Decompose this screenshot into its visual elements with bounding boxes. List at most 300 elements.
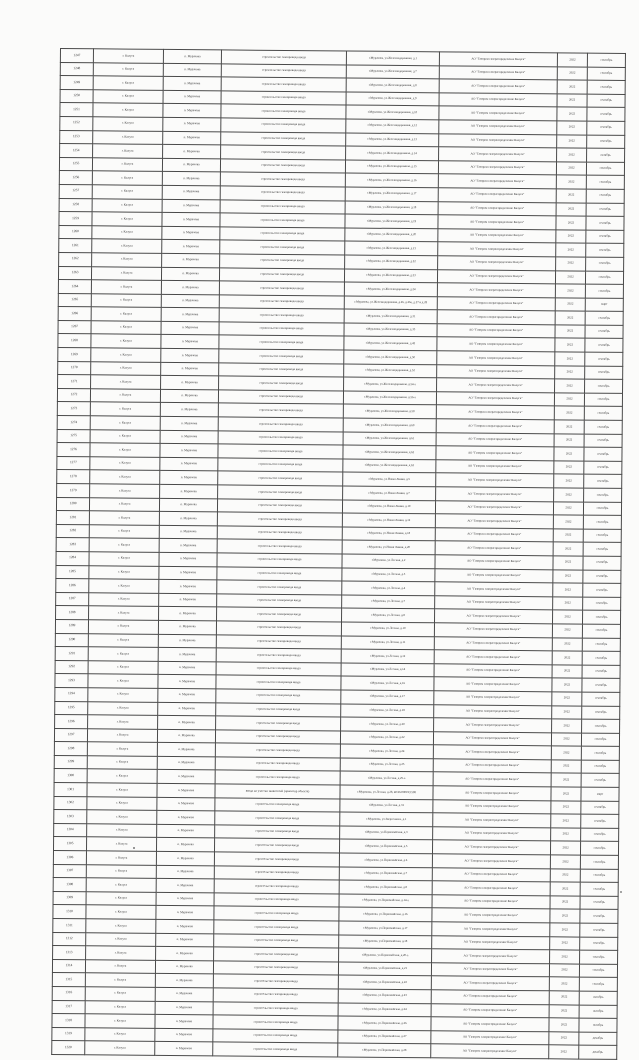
settlement-cell: п. Мурачова bbox=[161, 348, 219, 362]
row-number: 1253 bbox=[60, 130, 93, 144]
row-number: 1289 bbox=[55, 619, 88, 633]
work-type-cell: строительство газопровода ввода bbox=[220, 186, 345, 201]
address-cell: г.Мурачова, ул.Лесная, д.7 bbox=[342, 595, 435, 609]
city-cell: г. Калуга bbox=[87, 783, 157, 797]
month-cell: сентябрь bbox=[582, 665, 620, 679]
month-cell: сентябрь bbox=[579, 977, 617, 991]
address-cell: г.Мурачова, ул.Первомайская, д.22 bbox=[338, 975, 431, 989]
address-cell: г.Мурачова, ул.Железнодорожная, д.7 bbox=[346, 65, 439, 79]
address-cell: г.Мурачова, ул.Железнодорожная, д.23 bbox=[344, 268, 437, 282]
month-cell: март bbox=[585, 298, 623, 312]
work-type-cell: строительство газопровода ввода bbox=[218, 471, 343, 486]
month-cell: декабрь bbox=[579, 1045, 617, 1059]
work-type-cell: строительство газопровода ввода bbox=[219, 308, 344, 323]
row-number: 1310 bbox=[53, 905, 86, 919]
address-cell: г.Мурачова, ул.Первомайская, д.8 bbox=[339, 880, 432, 894]
address-cell: г.Мурачова, ул.Железнодорожная, д.63 bbox=[343, 459, 436, 473]
organization-cell: АО "Газпром газораспределение Калуга" bbox=[434, 691, 552, 706]
address-cell: г.Мурачова, ул.Лесная, д.25-а bbox=[340, 771, 433, 785]
year-cell: 2022 bbox=[557, 53, 587, 67]
city-cell: г. Калуга bbox=[88, 620, 158, 634]
year-cell: 2022 bbox=[550, 841, 580, 855]
work-type-cell: строительство газопровода ввода bbox=[216, 675, 341, 690]
year-cell: 2022 bbox=[555, 325, 585, 339]
month-cell: сентябрь bbox=[583, 529, 621, 543]
organization-cell: АО "Газпром газораспределение Калуга" bbox=[438, 242, 556, 257]
year-cell: 2022 bbox=[554, 447, 584, 461]
work-type-cell: строительство газопровода ввода bbox=[213, 988, 338, 1003]
month-cell: сентябрь bbox=[587, 121, 625, 135]
address-cell: г.Мурачова, ул.Железнодорожная, д.31 bbox=[344, 309, 437, 323]
address-cell: г.Мурачова, ул.Железнодорожная, д.16 bbox=[345, 173, 438, 187]
month-cell: сентябрь bbox=[582, 624, 620, 638]
year-cell: 2022 bbox=[552, 637, 582, 651]
year-cell: 2022 bbox=[550, 882, 580, 896]
settlement-cell: п. Мурачова bbox=[159, 552, 217, 566]
year-cell: 2022 bbox=[549, 991, 579, 1005]
month-cell: сентябрь bbox=[583, 570, 621, 584]
month-cell: сентябрь bbox=[586, 243, 624, 257]
work-type-cell: строительство газопровода ввода bbox=[219, 281, 344, 296]
settlement-cell: п. Мурачова bbox=[163, 131, 221, 145]
organization-cell: АО "Газпром газораспределение Калуга" bbox=[436, 419, 554, 434]
work-type-cell: строительство газопровода ввода bbox=[216, 662, 341, 677]
address-cell: г.Мурачова, ул.Первомайская, д.3 bbox=[340, 826, 433, 840]
settlement-cell: п. Мурачова bbox=[155, 960, 213, 974]
organization-cell: АО "Газпром газораспределение Калуга" bbox=[437, 351, 555, 366]
row-number: 1282 bbox=[56, 524, 89, 538]
work-type-cell: строительство газопровода ввода bbox=[214, 893, 339, 908]
work-type-cell: строительство газопровода ввода bbox=[215, 770, 340, 785]
year-cell: 2022 bbox=[556, 162, 586, 176]
address-cell: г.Мурачова, ул.Лесная, д.3 bbox=[342, 568, 435, 582]
row-number: 1320 bbox=[52, 1041, 85, 1055]
work-type-cell: строительство газопровода ввода bbox=[221, 145, 346, 160]
work-type-cell: строительство газопровода ввода bbox=[220, 159, 345, 174]
work-type-cell: строительство газопровода ввода bbox=[219, 335, 344, 350]
work-type-cell: строительство газопровода ввода bbox=[216, 648, 341, 663]
month-cell: сентябрь bbox=[579, 964, 617, 978]
settlement-cell: п. Мурачова bbox=[155, 1042, 213, 1056]
address-cell: г.Мурачова, ул.Железнодорожная, д.10 bbox=[346, 105, 439, 119]
month-cell: сентябрь bbox=[583, 502, 621, 516]
row-number: 1265 bbox=[58, 293, 91, 307]
work-type-cell: строительство газопровода ввода bbox=[214, 852, 339, 867]
year-cell: 2022 bbox=[554, 393, 584, 407]
year-cell: 2022 bbox=[552, 665, 582, 679]
city-cell: г. Калуга bbox=[92, 171, 162, 185]
organization-cell: АО "Газпром газораспределение Калуга" bbox=[438, 201, 556, 216]
month-cell: сентябрь bbox=[581, 828, 619, 842]
city-cell: г. Калуга bbox=[86, 864, 156, 878]
settlement-cell: п. Мурачова bbox=[157, 811, 215, 825]
address-cell: г.Мурачова, ул.Железнодорожная, д.50 bbox=[344, 350, 437, 364]
work-type-cell: строительство газопровода ввода bbox=[221, 64, 346, 79]
organization-cell: АО "Газпром газораспределение Калуга" bbox=[433, 772, 551, 787]
settlement-cell: п. Мурачова bbox=[161, 335, 219, 349]
month-cell: сентябрь bbox=[587, 53, 625, 67]
organization-cell: АО "Газпром газораспределение Калуга" bbox=[435, 514, 553, 529]
settlement-cell: п. Мурачова bbox=[162, 240, 220, 254]
settlement-cell: п. Мурачова bbox=[158, 634, 216, 648]
work-type-cell: строительство газопровода ввода bbox=[215, 825, 340, 840]
city-cell: г. Калуга bbox=[86, 946, 156, 960]
year-cell: 2022 bbox=[549, 1045, 579, 1059]
work-type-cell: строительство газопровода ввода bbox=[217, 526, 342, 541]
month-cell: сентябрь bbox=[584, 420, 622, 434]
address-cell: г.Мурачова, ул.Первомайская, д.18 bbox=[339, 935, 432, 949]
month-cell: сентябрь bbox=[584, 461, 622, 475]
address-cell: г.Мурачова, ул.Лесная, д.22 bbox=[340, 731, 433, 745]
address-cell: г.Мурачова, ул.Новая Линия, д.20 bbox=[342, 540, 435, 554]
organization-cell: АО "Газпром газораспределение Калуга" bbox=[438, 174, 556, 189]
city-cell: г. Калуга bbox=[90, 457, 160, 471]
address-cell: г.Мурачова, ул.Лесная, д.20 bbox=[341, 717, 434, 731]
work-type-cell: строительство газопровода ввода bbox=[219, 267, 344, 282]
year-cell: 2022 bbox=[555, 352, 585, 366]
month-cell: сентябрь bbox=[586, 216, 624, 230]
address-cell: г.Мурачова, ул.Первомайская, д.7 bbox=[339, 867, 432, 881]
address-cell: г.Мурачова, ул.Железнодорожная, д.42 bbox=[344, 336, 437, 350]
city-cell: г. Калуга bbox=[88, 660, 158, 674]
organization-cell: АО "Газпром газораспределение Калуга" bbox=[432, 922, 550, 937]
work-type-cell: строительство газопровода ввода bbox=[214, 920, 339, 935]
row-number: 1256 bbox=[59, 171, 92, 185]
address-cell: г.Мурачова, ул.Лесная, д.24 bbox=[340, 744, 433, 758]
row-number: 1314 bbox=[52, 959, 85, 973]
year-cell: 2022 bbox=[557, 107, 587, 121]
row-number: 1275 bbox=[57, 429, 90, 443]
year-cell: 2022 bbox=[557, 134, 587, 148]
settlement-cell: п. Мурачова bbox=[156, 865, 214, 879]
city-cell: г. Калуга bbox=[87, 756, 157, 770]
work-type-cell: строительство газопровода ввода bbox=[220, 254, 345, 269]
settlement-cell: п. Мурачова bbox=[159, 580, 217, 594]
settlement-cell: п. Мурачова bbox=[163, 117, 221, 131]
address-cell: г.Мурачова, ул.Первомайская, д.24 bbox=[338, 1003, 431, 1017]
row-number: 1293 bbox=[55, 674, 88, 688]
row-number: 1266 bbox=[58, 307, 91, 321]
month-cell: сентябрь bbox=[585, 379, 623, 393]
city-cell: г. Калуга bbox=[86, 851, 156, 865]
year-cell: 2022 bbox=[552, 678, 582, 692]
row-number: 1280 bbox=[56, 497, 89, 511]
city-cell: г. Калуга bbox=[87, 769, 157, 783]
address-cell: г.Мурачова, ул.Железнодорожная, д.26, д.26а, д.27 и д.28 bbox=[344, 296, 437, 310]
year-cell: 2022 bbox=[553, 583, 583, 597]
month-cell: сентябрь bbox=[581, 801, 619, 815]
city-cell: г. Калуга bbox=[85, 987, 155, 1001]
row-number: 1302 bbox=[54, 796, 87, 810]
address-cell: г.Мурачова, ул.Первомайская, д.23 bbox=[338, 989, 431, 1003]
organization-cell: АО "Газпром газораспределение Калуга" bbox=[438, 256, 556, 271]
month-cell: сентябрь bbox=[587, 107, 625, 121]
month-cell: октябрь bbox=[579, 991, 617, 1005]
organization-cell: АО "Газпром газораспределение Калуга" bbox=[431, 1017, 549, 1032]
organization-cell: АО "Газпром газораспределение Калуга" bbox=[435, 555, 553, 570]
row-number: 1296 bbox=[55, 715, 88, 729]
address-cell: г.Мурачова, ул.Лесная, д.18 bbox=[341, 703, 434, 717]
organization-cell: АО "Газпром газораспределение Калуга" bbox=[431, 990, 549, 1005]
address-cell: г.Мурачова, ул.Лесная, д.11 bbox=[341, 636, 434, 650]
row-number: 1263 bbox=[58, 266, 91, 280]
year-cell: 2022 bbox=[555, 365, 585, 379]
row-number: 1301 bbox=[54, 783, 87, 797]
month-cell: сентябрь bbox=[580, 869, 618, 883]
work-type-cell: строительство газопровода ввода bbox=[221, 77, 346, 92]
city-cell: г. Калуга bbox=[91, 321, 161, 335]
row-number: 1286 bbox=[56, 579, 89, 593]
month-cell: сентябрь bbox=[582, 719, 620, 733]
row-number: 1273 bbox=[57, 402, 90, 416]
month-cell: сентябрь bbox=[586, 162, 624, 176]
address-cell: г.Мурачова, ул.Лесная, д.31 bbox=[340, 799, 433, 813]
gas-works-table bbox=[51, 48, 626, 1060]
city-cell: г. Калуга bbox=[88, 647, 158, 661]
address-cell: г.Мурачова, ул.Железнодорожная, д.19 bbox=[345, 214, 438, 228]
month-cell: сентябрь bbox=[582, 678, 620, 692]
organization-cell: АО "Газпром газораспределение Калуга" bbox=[437, 337, 555, 352]
settlement-cell: п. Мурачова bbox=[158, 620, 216, 634]
city-cell: г. Калуга bbox=[89, 593, 159, 607]
settlement-cell: п. Мурачова bbox=[159, 498, 217, 512]
city-cell: г. Калуга bbox=[93, 90, 163, 104]
row-number: 1283 bbox=[56, 538, 89, 552]
year-cell: 2022 bbox=[555, 284, 585, 298]
organization-cell: АО "Газпром газораспределение Калуга" bbox=[436, 405, 554, 420]
organization-cell: АО "Газпром газораспределение Калуга" bbox=[434, 664, 552, 679]
work-type-cell: строительство газопровода ввода bbox=[217, 553, 342, 568]
year-cell: 2022 bbox=[554, 420, 584, 434]
row-number: 1306 bbox=[53, 851, 86, 865]
settlement-cell: п. Мурачова bbox=[156, 906, 214, 920]
row-number: 1308 bbox=[53, 878, 86, 892]
address-cell: г.Мурачова, ул.Новая Линия, д.10 bbox=[342, 500, 435, 514]
settlement-cell: п. Мурачова bbox=[158, 661, 216, 675]
address-cell: г.Мурачова, ул.Новая Линия, д.5 bbox=[343, 472, 436, 486]
address-cell: г.Мурачова, ул.Первомайская, д.27 bbox=[338, 1030, 431, 1044]
year-cell: 2022 bbox=[552, 610, 582, 624]
month-cell: сентябрь bbox=[585, 284, 623, 298]
address-cell: г.Мурачова, ул.Первомайская, д.26 bbox=[338, 1016, 431, 1030]
row-number: 1312 bbox=[53, 932, 86, 946]
row-number: 1276 bbox=[57, 443, 90, 457]
year-cell: 2022 bbox=[555, 338, 585, 352]
settlement-cell: п. Мурачова bbox=[158, 648, 216, 662]
year-cell: 2022 bbox=[549, 964, 579, 978]
city-cell: г. Калуга bbox=[88, 633, 158, 647]
year-cell: 2022 bbox=[551, 800, 581, 814]
month-cell: сентябрь bbox=[582, 638, 620, 652]
settlement-cell: п. Мурачова bbox=[163, 63, 221, 77]
organization-cell: АО "Газпром газораспределение Калуга" bbox=[431, 976, 549, 991]
address-cell: г.Мурачова, ул.Лесная, д.14 bbox=[341, 663, 434, 677]
city-cell: г. Калуга bbox=[86, 919, 156, 933]
city-cell: г. Калуга bbox=[90, 429, 160, 443]
work-type-cell: строительство газопровода ввода bbox=[214, 947, 339, 962]
year-cell: 2022 bbox=[550, 923, 580, 937]
month-cell: сентябрь bbox=[581, 774, 619, 788]
row-number: 1247 bbox=[60, 49, 93, 63]
settlement-cell: п. Мурачова bbox=[155, 987, 213, 1001]
work-type-cell: строительство газопровода ввода bbox=[214, 879, 339, 894]
city-cell: г. Калуга bbox=[91, 266, 161, 280]
row-number: 1269 bbox=[58, 348, 91, 362]
month-cell: сентябрь bbox=[585, 325, 623, 339]
city-cell: г. Калуга bbox=[91, 280, 161, 294]
settlement-cell: п. Мурачова bbox=[157, 770, 215, 784]
organization-cell: АО "Газпром газораспределение Калуга" bbox=[433, 759, 551, 774]
settlement-cell: п. Мурачова bbox=[158, 715, 216, 729]
row-number: 1292 bbox=[55, 660, 88, 674]
row-number: 1277 bbox=[57, 456, 90, 470]
address-cell: г.Мурачова, ул.Новая Линия, д.12 bbox=[342, 513, 435, 527]
year-cell: 2022 bbox=[556, 243, 586, 257]
work-type-cell: строительство газопровода ввода bbox=[218, 485, 343, 500]
settlement-cell: п. Мурачова bbox=[159, 593, 217, 607]
row-number: 1304 bbox=[54, 823, 87, 837]
year-cell: 2022 bbox=[556, 230, 586, 244]
row-number: 1274 bbox=[57, 416, 90, 430]
address-cell: г.Мурачова, ул.Первомайская, д.6 bbox=[339, 853, 432, 867]
year-cell: 2022 bbox=[553, 542, 583, 556]
month-cell: март bbox=[581, 787, 619, 801]
city-cell: г. Калуга bbox=[87, 796, 157, 810]
row-number: 1284 bbox=[56, 551, 89, 565]
year-cell: 2022 bbox=[551, 760, 581, 774]
address-cell: г.Мурачова, ул.Железнодорожная, д.17 bbox=[345, 187, 438, 201]
city-cell: г. Калуга bbox=[92, 239, 162, 253]
organization-cell: АО "Газпром газораспределение Калуга" bbox=[433, 786, 551, 801]
address-cell: г.Мурачова, ул.Железнодорожная, д.61 bbox=[343, 432, 436, 446]
organization-cell: АО "Газпром газораспределение Калуга" bbox=[433, 745, 551, 760]
organization-cell: АО "Газпром газораспределение Калуга" bbox=[436, 432, 554, 447]
month-cell: сентябрь bbox=[583, 515, 621, 529]
organization-cell: АО "Газпром газораспределение Калуга" bbox=[434, 623, 552, 638]
settlement-cell: п. Мурачова bbox=[160, 457, 218, 471]
organization-cell: АО "Газпром газораспределение Калуга" bbox=[431, 1003, 549, 1018]
organization-cell: АО "Газпром газораспределение Калуга" bbox=[437, 283, 555, 298]
organization-cell: АО "Газпром газораспределение Калуга" bbox=[437, 269, 555, 284]
row-number: 1251 bbox=[60, 103, 93, 117]
settlement-cell: п. Мурачова bbox=[160, 471, 218, 485]
row-number: 1281 bbox=[56, 511, 89, 525]
organization-cell: АО "Газпром газораспределение Калуга" bbox=[433, 813, 551, 828]
settlement-cell: п. Мурачова bbox=[163, 49, 221, 63]
year-cell: 2022 bbox=[549, 977, 579, 991]
settlement-cell: п. Мурачова bbox=[160, 444, 218, 458]
year-cell: 2022 bbox=[551, 814, 581, 828]
row-number: 1290 bbox=[55, 633, 88, 647]
address-cell: г.Мурачова, ул.Железнодорожная, д.60 bbox=[343, 418, 436, 432]
organization-cell: АО "Газпром газораспределение Калуга" bbox=[433, 731, 551, 746]
month-cell: сентябрь bbox=[584, 474, 622, 488]
city-cell: г. Калуга bbox=[89, 538, 159, 552]
organization-cell: АО "Газпром газораспределение Калуга" bbox=[438, 161, 556, 176]
settlement-cell: п. Мурачова bbox=[163, 145, 221, 159]
city-cell: г. Калуга bbox=[91, 375, 161, 389]
city-cell: г. Калуга bbox=[93, 49, 163, 63]
settlement-cell: п. Мурачова bbox=[155, 974, 213, 988]
city-cell: г. Калуга bbox=[91, 348, 161, 362]
year-cell: 2022 bbox=[553, 569, 583, 583]
row-number: 1318 bbox=[52, 1014, 85, 1028]
month-cell: сентябрь bbox=[585, 311, 623, 325]
city-cell: г. Калуга bbox=[87, 728, 157, 742]
settlement-cell: п. Мурачова bbox=[163, 77, 221, 91]
settlement-cell: п. Мурачова bbox=[161, 267, 219, 281]
work-type-cell: строительство газопровода ввода bbox=[215, 743, 340, 758]
row-number: 1248 bbox=[60, 62, 93, 76]
row-number: 1270 bbox=[58, 361, 91, 375]
month-cell: сентябрь bbox=[581, 746, 619, 760]
row-number: 1299 bbox=[54, 755, 87, 769]
city-cell: г. Калуга bbox=[91, 334, 161, 348]
work-type-cell: строительство газопровода ввода bbox=[219, 295, 344, 310]
row-number: 1272 bbox=[57, 388, 90, 402]
organization-cell: АО "Газпром газораспределение Калуга" bbox=[437, 324, 555, 339]
month-cell: октябрь bbox=[587, 148, 625, 162]
organization-cell: АО "Газпром газораспределение Калуга" bbox=[436, 473, 554, 488]
work-type-cell: строительство газопровода ввода bbox=[213, 1029, 338, 1044]
settlement-cell: п. Мурачова bbox=[155, 1015, 213, 1029]
organization-cell: АО "Газпром газораспределение Калуга" bbox=[439, 65, 557, 80]
work-type-cell: строительство газопровода ввода bbox=[218, 390, 343, 405]
organization-cell: АО "Газпром газораспределение Калуга" bbox=[439, 52, 557, 67]
row-number: 1295 bbox=[55, 701, 88, 715]
city-cell: г. Калуга bbox=[92, 198, 162, 212]
month-cell: сентябрь bbox=[582, 651, 620, 665]
month-cell: сентябрь bbox=[583, 583, 621, 597]
settlement-cell: п. Мурачова bbox=[159, 566, 217, 580]
year-cell: 2022 bbox=[550, 855, 580, 869]
city-cell: г. Калуга bbox=[90, 470, 160, 484]
work-type-cell: строительство газопровода ввода bbox=[221, 91, 346, 106]
address-cell: г.Мурачова, ул.Лесная, д.28, 40:26:000193:508 bbox=[340, 785, 433, 799]
year-cell: 2022 bbox=[550, 896, 580, 910]
address-cell: г.Мурачова, ул.Железнодорожная, д.56-а bbox=[343, 391, 436, 405]
city-cell: г. Калуга bbox=[87, 742, 157, 756]
month-cell: сентябрь bbox=[584, 434, 622, 448]
month-cell: октябрь bbox=[579, 1005, 617, 1019]
work-type-cell: строительство газопровода ввода bbox=[217, 512, 342, 527]
month-cell: сентябрь bbox=[586, 175, 624, 189]
organization-cell: АО "Газпром газораспределение Калуга" bbox=[436, 392, 554, 407]
month-cell: сентябрь bbox=[586, 257, 624, 271]
year-cell: 2022 bbox=[551, 773, 581, 787]
month-cell: сентябрь bbox=[580, 896, 618, 910]
row-number: 1267 bbox=[58, 320, 91, 334]
settlement-cell: п. Мурачова bbox=[156, 919, 214, 933]
organization-cell: АО "Газпром газораспределение Калуга" bbox=[438, 215, 556, 230]
organization-cell: АО "Газпром газораспределение Калуга" bbox=[436, 460, 554, 475]
year-cell: 2022 bbox=[553, 515, 583, 529]
work-type-cell: строительство газопровода ввода bbox=[217, 580, 342, 595]
organization-cell: АО "Газпром газораспределение Калуга" bbox=[434, 650, 552, 665]
city-cell: г. Калуга bbox=[93, 62, 163, 76]
settlement-cell: п. Мурачова bbox=[161, 321, 219, 335]
address-cell: г.Мурачова, ул.Первомайская, д.28 bbox=[338, 1043, 431, 1057]
city-cell: г. Калуга bbox=[89, 511, 159, 525]
organization-cell: АО "Газпром газораспределение Калуга" bbox=[438, 229, 556, 244]
city-cell: г. Калуга bbox=[89, 579, 159, 593]
organization-cell: АО "Газпром газораспределение Калуга" bbox=[439, 147, 557, 162]
work-type-cell: строительство газопровода ввода bbox=[213, 1042, 338, 1057]
work-type-cell: строительство газопровода ввода bbox=[218, 417, 343, 432]
year-cell: 2022 bbox=[550, 936, 580, 950]
organization-cell: АО "Газпром газораспределение Калуга" bbox=[435, 596, 553, 611]
settlement-cell: п. Мурачова bbox=[159, 539, 217, 553]
